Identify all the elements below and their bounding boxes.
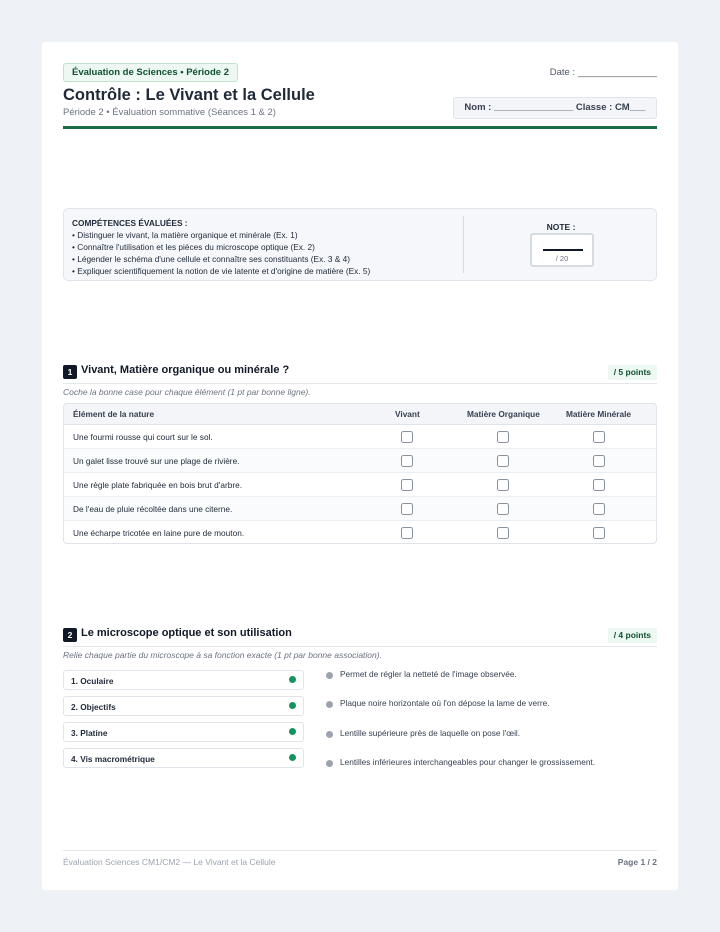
checkbox-minerale[interactable] bbox=[593, 503, 605, 515]
connector-dot[interactable] bbox=[326, 760, 333, 767]
checkbox-organique[interactable] bbox=[497, 455, 509, 467]
checkbox-vivant[interactable] bbox=[401, 455, 413, 467]
column-header-organique: Matière Organique bbox=[467, 409, 540, 419]
connector-dot[interactable] bbox=[289, 676, 296, 683]
date-field: Date : _______________ bbox=[549, 67, 657, 78]
section-2-header bbox=[63, 627, 657, 645]
competences-box bbox=[63, 208, 657, 281]
microscope-function-item[interactable] bbox=[326, 728, 646, 742]
grade-box bbox=[530, 233, 594, 267]
evaluation-badge: Évaluation de Sciences • Période 2 bbox=[63, 63, 238, 82]
checkbox-organique[interactable] bbox=[497, 479, 509, 491]
microscope-function-item[interactable] bbox=[326, 757, 646, 771]
section-title: Le microscope optique et son utilisation bbox=[81, 627, 292, 639]
microscope-part-item[interactable] bbox=[63, 696, 304, 716]
column-header-minerale: Matière Minérale bbox=[566, 409, 632, 419]
competence-item: • Distinguer le vivant, la matière organique et minérale (Ex. 1) bbox=[72, 230, 298, 240]
row-label: Un galet lisse trouvé sur une plage de rivière. bbox=[73, 456, 240, 466]
checkbox-organique[interactable] bbox=[497, 503, 509, 515]
microscope-function-item[interactable] bbox=[326, 669, 646, 683]
column-header-element: Élément de la nature bbox=[73, 409, 155, 419]
microscope-part-item[interactable] bbox=[63, 670, 304, 690]
table-row bbox=[64, 521, 656, 544]
part-label: 4. Vis macrométrique bbox=[71, 754, 155, 764]
classification-table bbox=[63, 403, 657, 544]
section-title: Vivant, Matière organique ou minérale ? bbox=[81, 364, 290, 376]
checkbox-minerale[interactable] bbox=[593, 431, 605, 443]
table-header bbox=[64, 404, 656, 425]
section-number: 2 bbox=[63, 628, 77, 642]
connector-dot[interactable] bbox=[289, 702, 296, 709]
checkbox-organique[interactable] bbox=[497, 431, 509, 443]
footer-divider bbox=[63, 850, 657, 851]
grade-total: / 20 bbox=[555, 254, 569, 263]
competence-item: • Connaître l'utilisation et les pièces du microscope optique (Ex. 2) bbox=[72, 242, 315, 252]
row-label: Une écharpe tricotée en laine pure de mouton. bbox=[73, 528, 245, 538]
checkbox-minerale[interactable] bbox=[593, 455, 605, 467]
note-label: NOTE : bbox=[546, 222, 576, 232]
row-label: De l'eau de pluie récoltée dans une citerne. bbox=[73, 504, 233, 514]
page-number: Page 1 / 2 bbox=[617, 857, 657, 867]
checkbox-minerale[interactable] bbox=[593, 527, 605, 539]
page-title: Contrôle : Le Vivant et la Cellule bbox=[63, 86, 315, 104]
microscope-part-item[interactable] bbox=[63, 722, 304, 742]
checkbox-vivant[interactable] bbox=[401, 431, 413, 443]
column-header-vivant: Vivant bbox=[395, 409, 420, 419]
competence-item: • Légender le schéma d'une cellule et connaître ses constituants (Ex. 3 & 4) bbox=[72, 254, 350, 264]
section-number: 1 bbox=[63, 365, 77, 379]
function-text: Plaque noire horizontale où l'on dépose la lame de verre. bbox=[340, 698, 550, 708]
competence-item: • Expliquer scientifiquement la notion de vie latente et d'origine de matière (Ex. 5) bbox=[72, 266, 371, 276]
function-text: Lentilles inférieures interchangeables pour changer le grossissement. bbox=[340, 757, 596, 767]
microscope-part-item[interactable] bbox=[63, 748, 304, 768]
connector-dot[interactable] bbox=[326, 672, 333, 679]
connector-dot[interactable] bbox=[326, 731, 333, 738]
competences-list bbox=[72, 217, 370, 277]
row-label: Une fourmi rousse qui court sur le sol. bbox=[73, 432, 213, 442]
part-label: 1. Oculaire bbox=[71, 676, 114, 686]
table-row bbox=[64, 425, 656, 449]
page-subtitle: Période 2 • Évaluation sommative (Séances 1 & 2) bbox=[63, 107, 276, 118]
part-label: 3. Platine bbox=[71, 728, 108, 738]
function-text: Lentille supérieure près de laquelle on pose l'œil. bbox=[340, 728, 521, 738]
table-row bbox=[64, 497, 656, 521]
competences-heading: COMPÉTENCES ÉVALUÉES : bbox=[72, 218, 188, 228]
name-class-field: Nom : _______________ Classe : CM___ bbox=[453, 97, 657, 119]
microscope-function-item[interactable] bbox=[326, 698, 646, 712]
function-text: Permet de régler la netteté de l'image observée. bbox=[340, 669, 517, 679]
section-1-header bbox=[63, 364, 657, 382]
part-label: 2. Objectifs bbox=[71, 702, 116, 712]
grade-line bbox=[543, 249, 583, 251]
row-label: Une règle plate fabriquée en bois brut d'arbre. bbox=[73, 480, 243, 490]
checkbox-vivant[interactable] bbox=[401, 479, 413, 491]
checkbox-vivant[interactable] bbox=[401, 503, 413, 515]
checkbox-vivant[interactable] bbox=[401, 527, 413, 539]
connector-dot[interactable] bbox=[326, 701, 333, 708]
section-divider bbox=[63, 646, 657, 647]
worksheet-page bbox=[42, 42, 678, 890]
table-row bbox=[64, 449, 656, 473]
checkbox-minerale[interactable] bbox=[593, 479, 605, 491]
section-points-badge: / 5 points bbox=[608, 365, 657, 380]
section-2-instruction: Relie chaque partie du microscope à sa fonction exacte (1 pt par bonne association). bbox=[63, 650, 382, 660]
header-divider bbox=[63, 126, 657, 129]
section-divider bbox=[63, 383, 657, 384]
footer-title: Évaluation Sciences CM1/CM2 — Le Vivant et la Cellule bbox=[63, 857, 276, 867]
section-points-badge: / 4 points bbox=[608, 628, 657, 643]
connector-dot[interactable] bbox=[289, 728, 296, 735]
table-row bbox=[64, 473, 656, 497]
checkbox-organique[interactable] bbox=[497, 527, 509, 539]
section-1-instruction: Coche la bonne case pour chaque élément (1 pt par bonne ligne). bbox=[63, 387, 311, 397]
connector-dot[interactable] bbox=[289, 754, 296, 761]
